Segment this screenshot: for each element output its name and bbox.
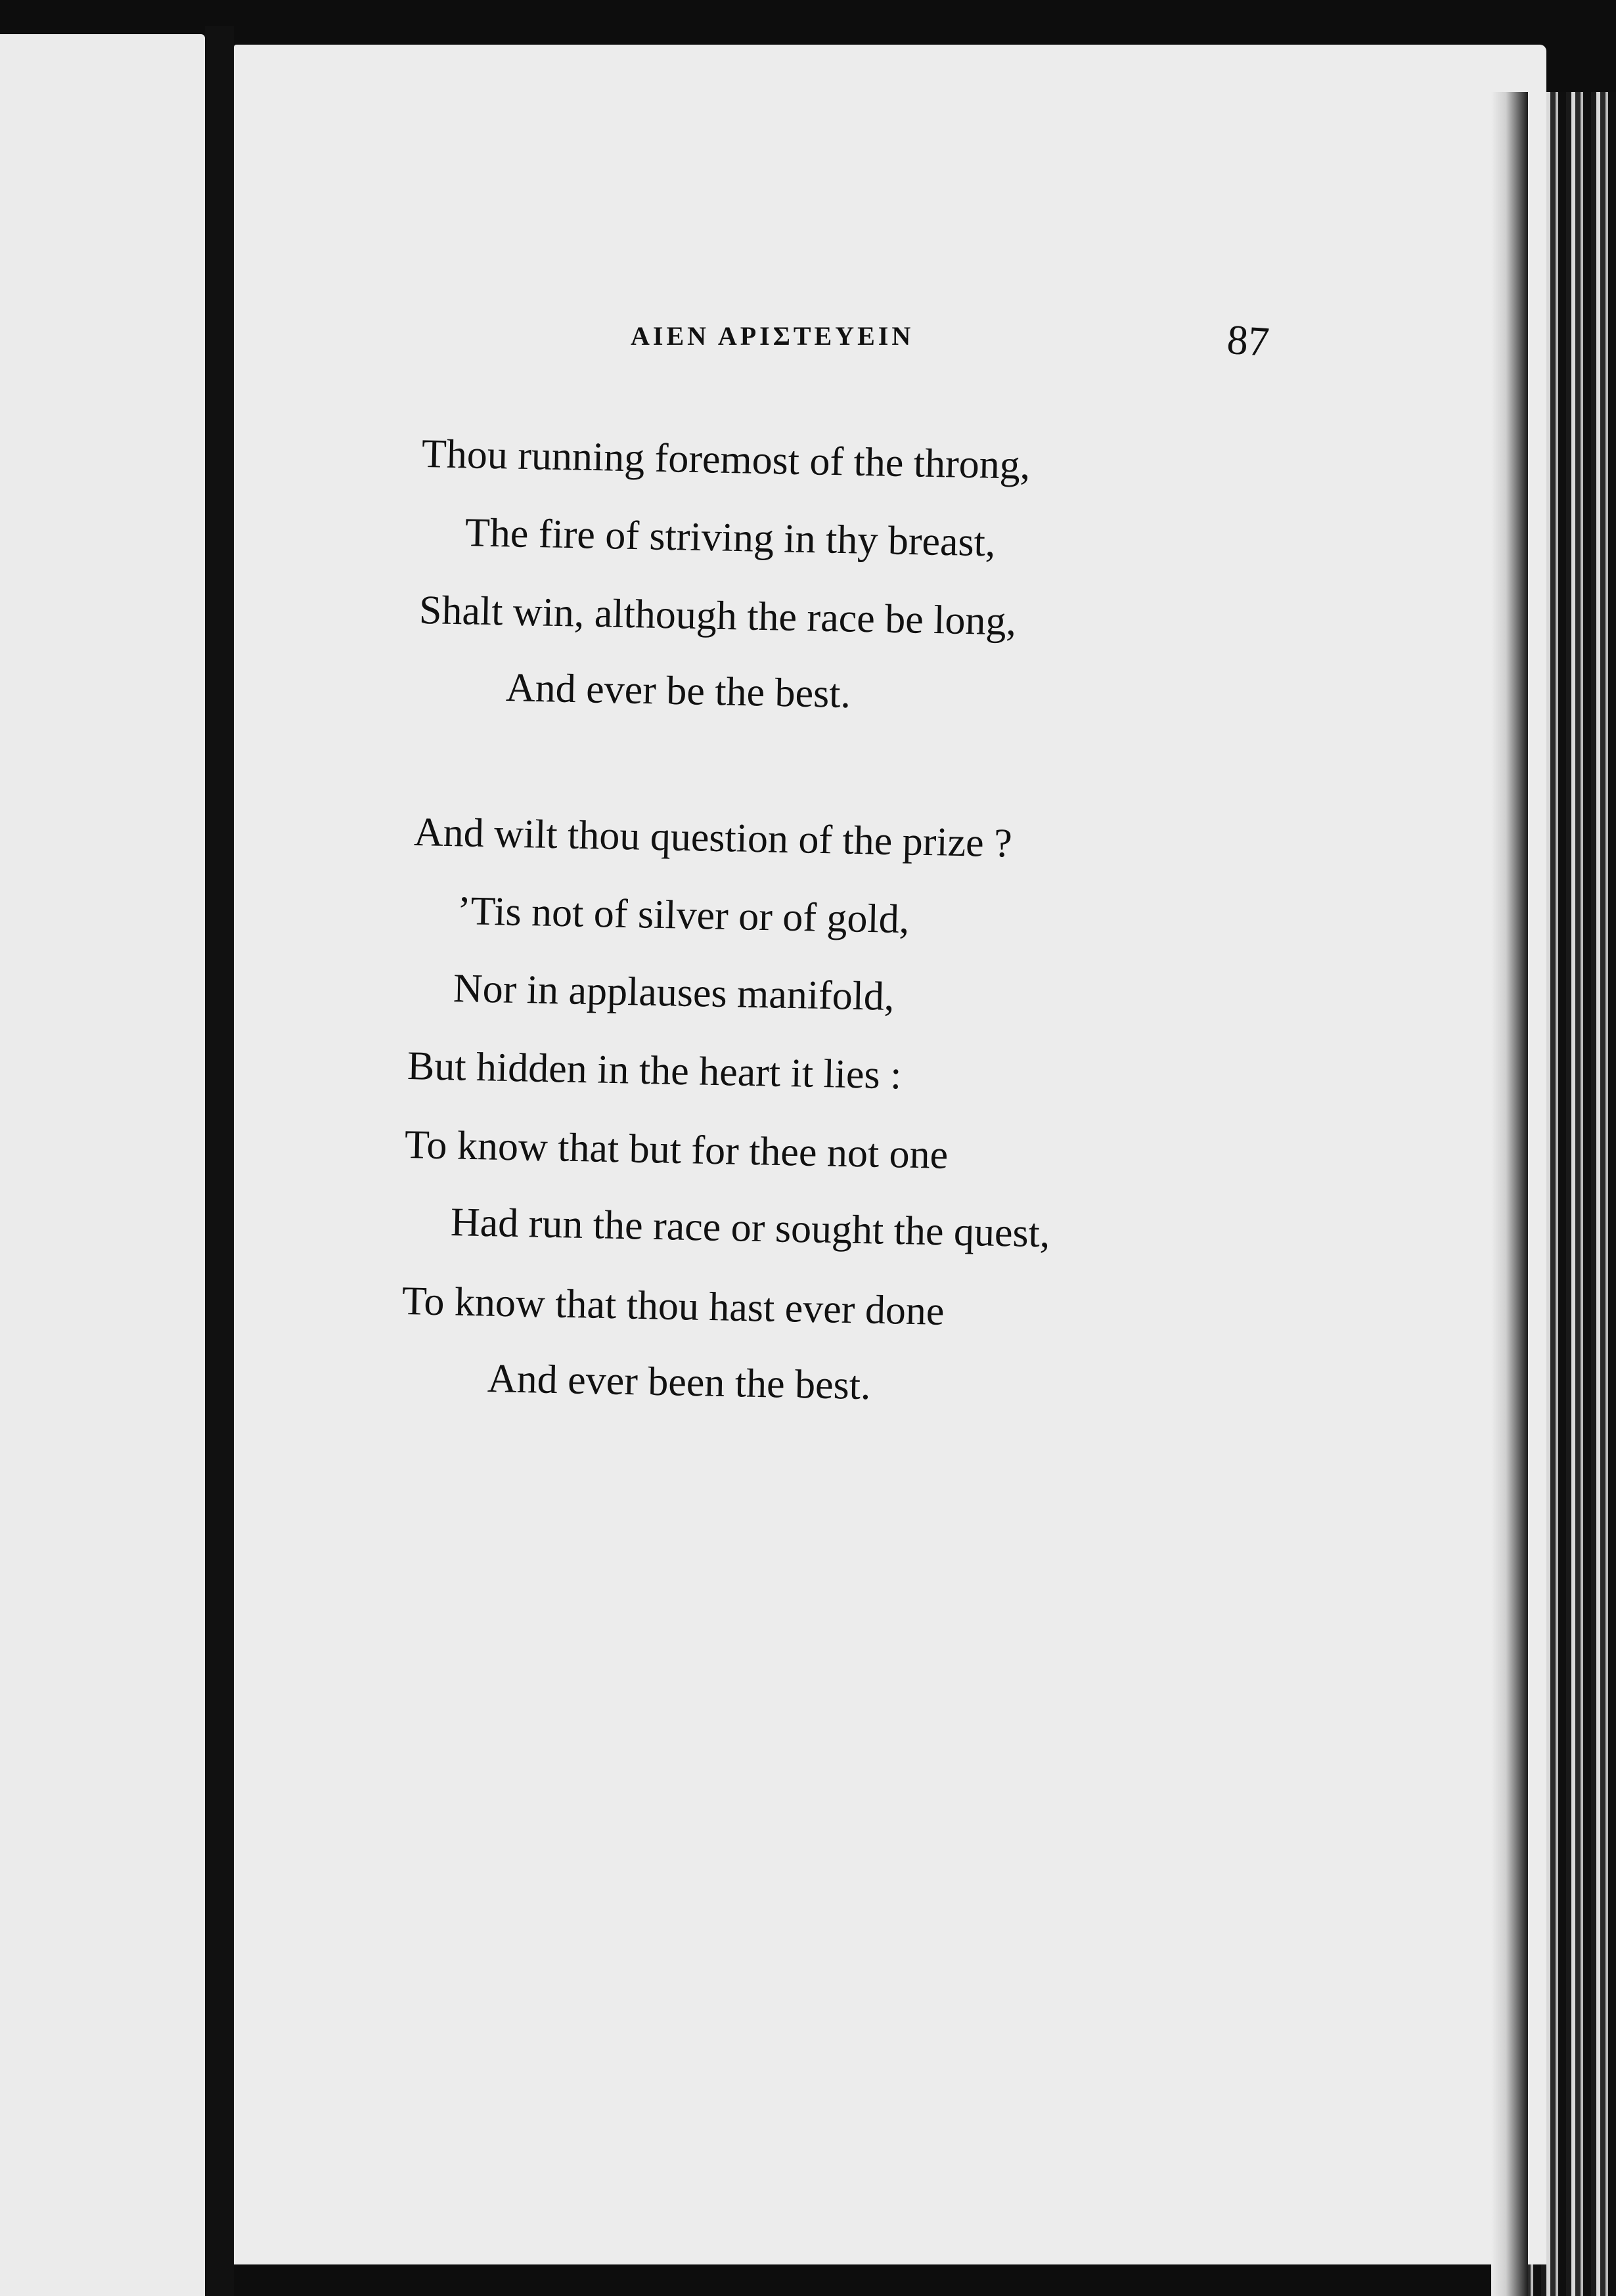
poem-line: Thou running foremost of the throng, — [421, 431, 1031, 488]
poem-line: And wilt thou question of the prize ? — [413, 810, 1013, 866]
poem-line: And ever been the best. — [487, 1356, 872, 1409]
poem-line: And ever be the best. — [505, 665, 851, 717]
page-number: 87 — [1225, 315, 1271, 366]
poem-line: But hidden in the heart it lies : — [407, 1044, 903, 1098]
poem-line: To know that but for thee not one — [404, 1122, 949, 1178]
poem-line: To know that thou hast ever done — [401, 1279, 945, 1334]
poem-line: ’Tis not of silver or of gold, — [457, 889, 910, 942]
poem-line: Nor in applauses manifold, — [453, 966, 895, 1019]
poem-line: Shalt win, although the race be long, — [418, 588, 1017, 644]
running-title: ΑΙΕΝ ΑΡΙΣΤΕΥΕΙΝ — [631, 321, 914, 351]
poem-line: Had run the race or sought the quest, — [450, 1200, 1051, 1256]
poem-line: The fire of striving in thy breast, — [464, 510, 997, 565]
